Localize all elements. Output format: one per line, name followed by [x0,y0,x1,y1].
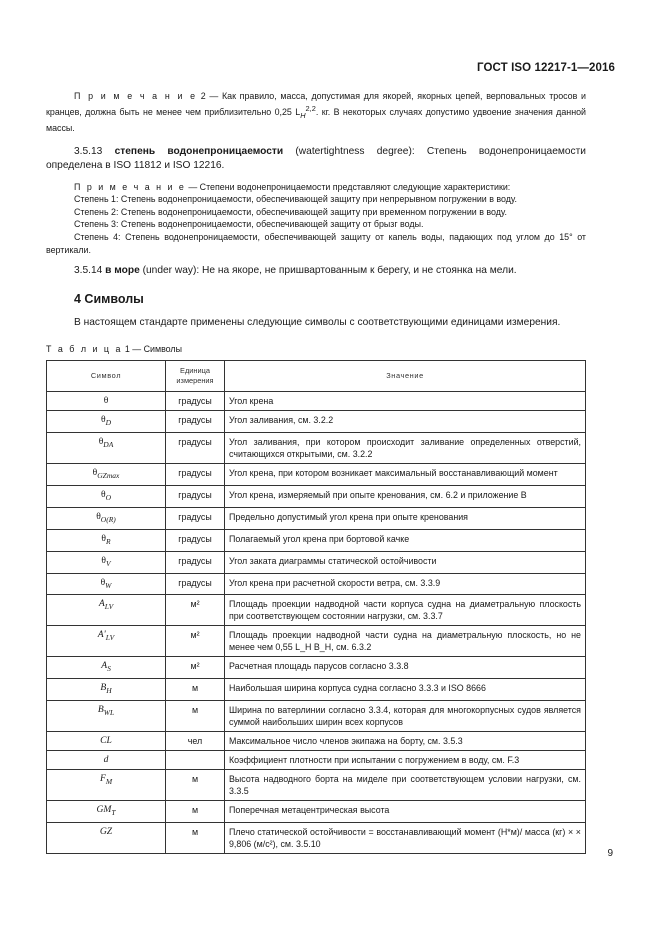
symbol-cell [47,732,166,751]
symbol-base: θ [96,510,101,522]
symbol-subscript: S [107,664,111,674]
unit-cell: градусы [166,411,225,433]
symbol-cell [47,595,166,626]
symbol-base: F [99,773,106,785]
table-row [47,801,586,823]
unit-cell: м [166,679,225,701]
clause-term: в море [105,265,140,277]
section-intro: В настоящем стандарте применены следующие символы с соответствующими единицами измерения. [74,317,561,329]
symbol-base: GM [96,804,112,816]
symbol-base: θ [101,532,106,544]
table-row [47,751,586,770]
table-row [47,595,586,626]
unit-cell: градусы [166,485,225,507]
meaning-cell: Ширина по ватерлинии согласно 3.3.4, которая для многокорпусных судов является суммой наибольших ширин всех корпусов [225,701,586,732]
symbol-subscript: V [106,558,111,568]
table-row [47,732,586,751]
meaning-cell: Предельно допустимый угол крена при опыте кренования [225,507,586,529]
clause-number: 3.5.13 [74,145,103,157]
symbol-subscript: LV [104,602,114,612]
symbol-base: θ [92,467,98,478]
clause-term: степень водонепроницаемости [114,145,284,157]
note-label: П р и м е ч а н и е [74,91,198,101]
symbol-cell [47,507,166,529]
unit-cell: м² [166,595,225,626]
symbol-base: B [100,682,107,694]
symbol-cell [47,657,166,679]
note-2-sub: H [300,110,306,120]
note-2-sup: 2,2 [305,103,316,113]
clause-number: 3.5.14 [74,265,103,277]
table-body [47,392,586,854]
note-2-tail: . кг. В некоторых случаях допустимо удвоение значения данной массы. [46,106,586,133]
symbol-subscript: D [105,418,112,427]
symbol-cell [47,679,166,701]
unit-cell: градусы [166,392,225,411]
table-row [47,770,586,801]
symbol-base: θ [101,554,106,566]
table-row [47,823,586,854]
meaning-cell: Максимальное число членов экипажа на борту, см. 3.5.3 [225,732,586,751]
meaning-cell: Поперечная метацентрическая высота [225,801,586,823]
symbol-cell [47,770,166,801]
unit-cell [166,751,225,770]
clause-text: (under way): Не на якоре, не пришвартованным к берегу, и не стоянка на мели. [139,265,517,277]
meaning-cell: Угол крена при расчетной скорости ветра, см. 3.3.9 [225,573,586,595]
symbol-base: A [98,598,105,610]
symbol-cell [47,485,166,507]
symbol-cell [47,529,166,551]
meaning-cell: Угол крена, при котором возникает максимальный восстанавливающий момент [225,464,586,486]
symbol-subscript: M [105,777,113,787]
symbol-base: CL [100,735,112,747]
symbol-base: GZ [99,826,113,838]
symbol-subscript: H [106,686,112,696]
table-row [47,392,586,411]
meaning-cell: Высота надводного борта на миделе при соответствующем условии нагрузки, см. 3.3.5 [225,770,586,801]
degree-2: Степень 2: Степень водонепроницаемости, обеспечивающей защиту при временном погружении в воду. [74,206,507,217]
symbol-cell [47,411,166,433]
symbol-subscript: W [105,580,112,590]
table-row [47,507,586,529]
document-code: ГОСТ ISO 12217-1—2016 [477,62,615,74]
symbol-cell [47,823,166,854]
table-row [47,433,586,464]
table-row [47,464,586,486]
meaning-cell: Угол крена [225,392,586,411]
symbol-subscript: WL [103,708,115,718]
symbol-cell [47,464,166,486]
symbol-subscript: O(R) [100,514,116,524]
table-row [47,485,586,507]
degree-1: Степень 1: Степень водонепроницаемости, обеспечивающей защиту при непрерывном погружении в воду. [74,194,517,205]
header-symbol: Символ [47,361,166,392]
symbol-subscript: LV [105,633,115,643]
table-row [47,411,586,433]
page-content [46,90,586,854]
meaning-cell: Угол заливания, см. 3.2.2 [225,411,586,433]
meaning-cell: Угол заливания, при котором происходит заливание определенных отверстий, считающихся открытыми, см. 3.2.2 [225,433,586,464]
table-row [47,679,586,701]
degree-3: Степень 3: Степень водонепроницаемости, обеспечивающей защиту от брызг воды. [74,219,424,230]
unit-cell: м² [166,626,225,657]
unit-cell: м² [166,657,225,679]
note-3-intro [46,181,586,194]
symbol-subscript: DA [103,439,114,449]
symbol-cell [47,626,166,657]
symbol-base: B [97,704,104,716]
meaning-cell: Плечо статической остойчивости = восстанавливающий момент (Н*м)/ масса (кг) × × 9,806 (м/с²), см. 3.5.10 [225,823,586,854]
clause-3-5-13 [46,145,586,173]
unit-cell: градусы [166,551,225,573]
header-unit: Единица измерения [166,361,225,392]
table-header-row [47,361,586,392]
symbol-base: A' [97,629,106,641]
symbol-subscript: T [111,808,116,818]
meaning-cell: Площадь проекции надводной части судна на диаметральную плоскость, но не менее чем 0,55 L_H B_H, см. 6.3.2 [225,626,586,657]
symbol-base: A [101,660,108,672]
note-3-text: — Степени водонепроницаемости представляют следующие характеристики: [185,181,511,192]
unit-cell: градусы [166,529,225,551]
unit-cell: м [166,701,225,732]
unit-cell: м [166,823,225,854]
symbol-cell [47,801,166,823]
meaning-cell: Наибольшая ширина корпуса судна согласно 3.3.3 и ISO 8666 [225,679,586,701]
section-title: 4 Символы [74,292,144,307]
table-row [47,626,586,657]
unit-cell: градусы [166,507,225,529]
meaning-cell: Угол заката диаграммы статической остойчивости [225,551,586,573]
symbol-cell [47,433,166,464]
symbol-subscript: GZmax [97,470,120,480]
unit-cell: чел [166,732,225,751]
table-row [47,573,586,595]
symbol-subscript: O [105,492,112,502]
table-row [47,551,586,573]
note-2 [46,90,586,135]
meaning-cell: Коэффициент плотности при испытании с погружением в воду, см. F.3 [225,751,586,770]
clause-3-5-14 [46,264,586,278]
symbols-table [46,360,586,854]
symbol-base: θ [98,436,104,447]
unit-cell: м [166,801,225,823]
meaning-cell: Угол крена, измеряемый при опыте кренования, см. 6.2 и приложение B [225,485,586,507]
note-label: П р и м е ч а н и е [74,181,186,192]
symbol-subscript: R [106,536,111,546]
degree-4: Степень 4: Степень водонепроницаемости, обеспечивающей защиту от капель воды, падающих под углом до 15° от вертикали. [46,231,586,255]
clause-text: (watertightness degree): Степень водонепроницаемости определена в ISO 11812 и ISO 12216. [46,145,586,171]
unit-cell: градусы [166,433,225,464]
symbol-base: θ [100,576,106,588]
page-number: 9 [607,848,613,859]
table-caption [46,344,586,354]
symbol-base: θ [100,488,106,500]
unit-cell: градусы [166,573,225,595]
symbol-base: d [103,754,109,766]
symbol-cell [47,551,166,573]
note-2-text: 2 — Как правило, масса, допустимая для якорей, якорных цепей, верповальных тросов и кранцев, должна быть не менее чем приблизительно 0,25 L [46,91,586,117]
unit-cell: градусы [166,464,225,486]
meaning-cell: Расчетная площадь парусов согласно 3.3.8 [225,657,586,679]
symbol-cell [47,751,166,770]
symbol-base: θ [100,414,106,426]
symbol-base: θ [103,395,109,407]
symbol-cell [47,392,166,411]
header-meaning: Значение [225,361,586,392]
symbol-cell [47,701,166,732]
symbol-cell [47,573,166,595]
meaning-cell: Площадь проекции надводной части корпуса судна на диаметральную плоскость при соответствующем состоянии нагрузки, см. 3.3.7 [225,595,586,626]
table-row [47,529,586,551]
table-row [47,657,586,679]
caption-label: Т а б л и ц а [46,344,123,355]
table-row [47,701,586,732]
meaning-cell: Полагаемый угол крена при бортовой качке [225,529,586,551]
unit-cell: м [166,770,225,801]
caption-text: 1 — Символы [122,344,182,355]
